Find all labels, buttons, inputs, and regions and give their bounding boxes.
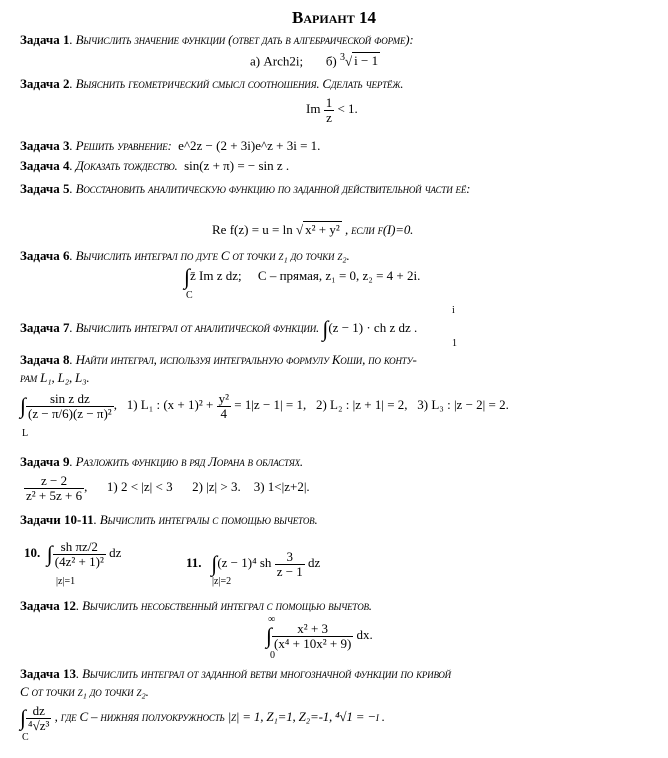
task-1-root-index: 3	[340, 52, 346, 63]
task-8-contour-1: 1) L₁ : (x + 1)² +	[126, 397, 214, 413]
task-8-contour-2: 2) L₂ : |z + 1| = 2,	[315, 397, 408, 413]
task-10-dz: dz	[109, 545, 122, 561]
task-8-fraction	[26, 392, 114, 420]
task-9-text: . Разложить функцию в ряд Лорана в областях.	[69, 454, 303, 469]
task-1	[20, 32, 414, 48]
task-3-label: Задача 3	[20, 138, 70, 153]
task-8-text2: рам L₁, L₂, L₃.	[20, 370, 90, 385]
task-4-label: Задача 4	[20, 158, 70, 173]
task-7-text: . Вычислить интеграл от аналитической функции.	[69, 319, 320, 335]
task-8-lower: L	[22, 428, 29, 439]
task-6-formula	[184, 266, 420, 288]
task-8-numerator: sin z dz	[26, 392, 114, 407]
task-8	[20, 352, 417, 368]
task-3	[20, 138, 320, 154]
task-5-text: . Восстановить аналитическую функцию по заданной действительной части её:	[69, 181, 471, 196]
task-11-fraction	[275, 550, 305, 578]
task-2-denominator: z	[326, 109, 332, 125]
task-6	[20, 248, 350, 264]
task-9-numerator: z − 2	[24, 474, 84, 489]
task-2-fraction	[324, 96, 335, 124]
task-10-numerator: sh πz/2	[53, 540, 106, 555]
task-8-label: Задача 8	[20, 352, 70, 367]
task-6-label: Задача 6	[20, 248, 70, 263]
task-5-radicand: x² + y²	[305, 222, 340, 237]
task-9-region-2: 2) |z| > 3.	[192, 479, 241, 495]
task-1-option-a: а) Arch2i;	[250, 53, 304, 69]
task-11-lower: |z|=2	[212, 576, 232, 587]
task-10-number: 10.	[24, 545, 41, 561]
task-12-text: . Вычислить несобственный интеграл с помощью вычетов.	[76, 598, 372, 613]
task-9	[20, 454, 303, 470]
task-11-number: 11.	[186, 555, 202, 571]
task-7-label: Задача 7	[20, 319, 70, 335]
task-3-equation: e^2z − (2 + 3i)e^z + 3i = 1.	[178, 138, 321, 153]
task-2-numerator: 1	[325, 95, 333, 110]
task-11-dz: dz	[308, 555, 321, 571]
task-13-numerator: dz	[26, 704, 51, 719]
task-8-contour-1-fraction	[217, 392, 231, 420]
task-5-label: Задача 5	[20, 181, 70, 196]
task-10-11	[20, 512, 318, 528]
task-11-formula	[186, 550, 320, 578]
task-13-formula	[20, 704, 385, 732]
task-12-lower: 0	[270, 650, 275, 661]
task-13-fraction	[26, 704, 51, 732]
task-12	[20, 598, 372, 614]
task-12-numerator: x² + 3	[272, 622, 353, 637]
task-2-label: Задача 2	[20, 76, 70, 91]
task-1-option-b: б)	[325, 53, 337, 69]
task-7	[20, 318, 417, 340]
task-13-text2: С от точки z₁ до точки z₂.	[20, 684, 149, 699]
task-2-text: . Выяснить геометрический смысл соотношения. Сделать чертёж.	[69, 76, 404, 91]
task-1-label: Задача 1	[20, 32, 70, 47]
task-13-text: . Вычислить интеграл от заданной ветви многозначной функции по кривой	[76, 666, 451, 681]
task-8-c1-numerator: y²	[218, 391, 229, 406]
integral-sign-icon: ∫	[46, 541, 53, 567]
task-9-region-1: 1) 2 < |z| < 3	[106, 479, 173, 495]
task-4	[20, 158, 289, 174]
task-1-options: а) Arch2i; б) $^3$√ i − 1	[250, 52, 379, 69]
task-9-denominator: z² + 5z + 6	[26, 487, 83, 503]
task-4-text: . Доказать тождество.	[69, 158, 178, 173]
task-2-im: Im	[306, 101, 321, 117]
task-10-fraction	[53, 540, 106, 568]
integral-sign-icon: ∫	[20, 705, 27, 731]
task-13-label: Задача 13	[20, 666, 76, 681]
task-8-contour-3: 3) L₃ : |z − 2| = 2.	[417, 397, 509, 413]
task-2-formula	[306, 96, 358, 124]
task-12-upper: ∞	[268, 614, 276, 625]
task-8-formula: ∫ $\frac{\text{sin z dz}}{\text{(z − π/6)(z − π)²}}$ , 1) L₁ : (x + 1)² + $\frac{\text{y²}}{4}$ = 1|z − 1| = 1, 2) L₂ : |z + 1| = 2, 3) L₃ : |z − 2| = 2.	[20, 391, 509, 421]
task-11-body: (z − 1)⁴ sh	[217, 555, 272, 571]
task-5	[20, 180, 650, 197]
integral-sign-icon: ∫	[184, 264, 191, 289]
task-1-radicand: i − 1	[354, 53, 379, 69]
task-2-rhs: < 1.	[337, 101, 358, 117]
task-6-condition: C – прямая, z₁ = 0, z₂ = 4 + 2i.	[257, 267, 421, 283]
task-7-integrand: (z − 1) · ch z dz .	[328, 319, 418, 335]
page-title: Вариант 14	[292, 8, 376, 27]
integral-sign-icon: ∫	[266, 623, 273, 649]
task-8-contour-1-tail: = 1|z − 1| = 1,	[234, 397, 307, 413]
integral-sign-icon: ∫	[322, 316, 329, 341]
task-13-lower: C	[22, 732, 29, 743]
task-8-text: . Найти интеграл, используя интегральную формулу Коши, по конту-	[69, 352, 417, 367]
task-10-11-label: Задачи 10-11	[20, 512, 94, 527]
task-6-lower: C	[186, 290, 193, 301]
task-7-lower: 1	[452, 338, 457, 349]
task-8-denominator: (z − π/6)(z − π)²	[28, 405, 112, 421]
task-3-text: . Решить уравнение:	[69, 138, 172, 153]
task-11-numerator: 3	[275, 550, 305, 565]
task-6-integrand: z̄ Im z dz;	[190, 267, 242, 283]
integral-sign-icon: ∫	[20, 393, 27, 419]
integral-sign-icon: ∫	[211, 551, 218, 577]
task-6-text: . Вычислить интеграл по дуге C от точки z₁ до точки z₂.	[69, 248, 350, 263]
task-10-11-text: . Вычислить интегралы с помощью вычетов.	[93, 512, 318, 527]
task-4-equation: sin(z + π) = − sin z .	[184, 158, 290, 173]
task-12-denominator: (x⁴ + 10x² + 9)	[274, 635, 352, 651]
task-10-denominator: (4z² + 1)²	[54, 553, 104, 569]
task-13-denominator: ⁴√z³	[28, 717, 50, 733]
task-12-formula	[266, 622, 373, 650]
task-5-formula: Re f(z) = u = ln √ x² + y² , если f(I)=0.	[212, 222, 414, 237]
task-9-formula: $\frac{z - 2}{\text{z² + 5z + 6}}$ , 1) 2 < |z| < 3 2) |z| > 3. 3) 1<|z+2|.	[26, 473, 310, 503]
task-13-condition: , где С – нижняя полуокружность |z| = 1, Z₁=1, Z₂=-1, ⁴√1 = −i .	[54, 709, 385, 725]
task-9-region-3: 3) 1<|z+2|.	[253, 479, 310, 495]
task-10-formula	[24, 540, 121, 568]
task-5-condition: , если f(I)=0.	[345, 222, 414, 237]
task-13	[20, 666, 451, 682]
task-5-eq-left: Re f(z) = u = ln	[212, 222, 293, 237]
task-2	[20, 76, 403, 92]
task-9-fraction	[24, 474, 84, 502]
task-11-denominator: z − 1	[276, 563, 303, 579]
task-1-text: . Вычислить значение функции (ответ дать в алгебраической форме):	[69, 32, 414, 47]
task-10-lower: |z|=1	[56, 576, 76, 587]
task-12-label: Задача 12	[20, 598, 76, 613]
task-12-fraction	[272, 622, 353, 650]
task-8-c1-denominator: 4	[220, 405, 228, 421]
task-9-label: Задача 9	[20, 454, 70, 469]
task-7-upper: i	[452, 305, 455, 316]
task-12-dx: dx.	[356, 627, 373, 643]
